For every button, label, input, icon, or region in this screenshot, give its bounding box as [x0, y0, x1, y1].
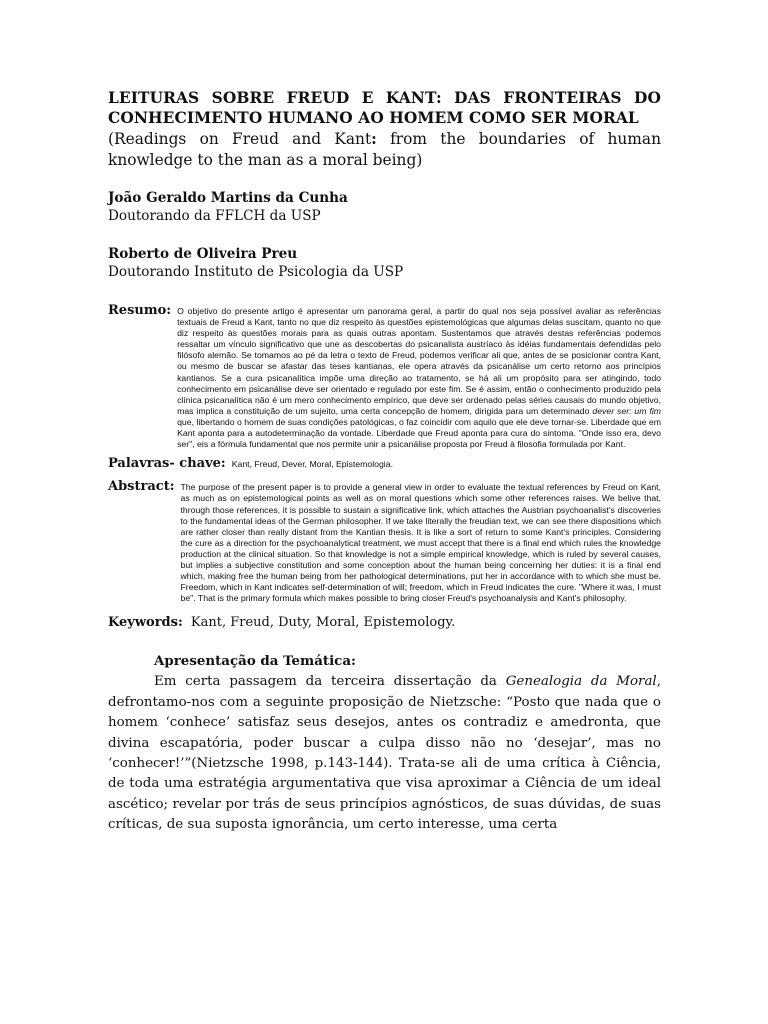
abstract-section: [108, 304, 661, 604]
body-paragraph: [108, 672, 661, 835]
title-en-colon: :: [371, 130, 377, 148]
abstract-block: [108, 480, 661, 604]
resumo-text-b: que, libertando o homem de suas condições patológicas, o faz coincidir com aquilo que ele deve tornar-se. Liberdade que em Kant aponta para a autodeterminação da vontade. Liberdade que Freud aponta para cura do sintoma. "Onde isso era, devo ser", eis a fórmula fundamental que nos permite unir a psicanálise proposta por Freud à filosofia formulada por Kant.: [177, 416, 661, 450]
abstract-label: Abstract:: [108, 479, 175, 495]
paper-page: [108, 88, 661, 849]
author-1: [108, 189, 661, 226]
author-name: João Geraldo Martins da Cunha: [108, 190, 348, 206]
palavras-chave-block: [108, 458, 661, 470]
title-en-prefix: (Readings on Freud and Kant: [108, 130, 372, 148]
author-affiliation: Doutorando da FFLCH da USP: [108, 208, 321, 224]
paper-title-portuguese: [108, 88, 661, 128]
resumo-label: Resumo:: [108, 303, 172, 318]
resumo-block: [108, 304, 661, 450]
palavras-chave-label: Palavras- chave:: [108, 456, 226, 472]
author-name: Roberto de Oliveira Preu: [108, 246, 298, 262]
keywords-text: Kant, Freud, Duty, Moral, Epistemology.: [190, 615, 456, 631]
resumo-text-emphasis: dever ser: um fim: [592, 405, 661, 416]
section-heading: Apresentação da Temática:: [154, 653, 356, 670]
title-en-rest: from the boundaries of human knowledge to the man as a moral being): [108, 130, 661, 169]
palavras-chave-text: Kant, Freud, Dever, Moral, Epistemologia.: [231, 459, 393, 470]
title-line-1: LEITURAS SOBRE FREUD E KANT: DAS FRONTEIRAS DO: [108, 89, 661, 107]
book-title-emphasis: Genealogia da Moral: [505, 674, 657, 690]
author-affiliation: Doutorando Instituto de Psicologia da USP: [108, 264, 404, 280]
title-line-2: CONHECIMENTO HUMANO AO HOMEM COMO SER MORAL: [108, 109, 639, 127]
abstract-text: The purpose of the present paper is to provide a general view in order to evaluate the textual references by Freud on Kant, as much as on epistemological points as well as on moral questions which some other references raises. We belive that, through those references, it is possible to sustain a significative link, which attaches the Austrian psychoanalist's discoveries to the fundamental ideas of the German philosopher. If we take literally the freudian text, we can see there dispositions which are rather closer than really distant from the Kantian thesis. It is like a sort of return to some Kant's principles. Considering the cure as a direction for the psychoanalytical treatment, we must accept that there is a final end which rules the knowledge production at the clinical situation. So that knowledge is not a simple empirical knowledge, which is ruled by several causes, but implies a subjective constitution and some conception about the human being concerning her duties: it is a final end which, making free the human being from her pathological determinations, put her in accordance with to which she must be. Freedom, which in Kant indicates self-determination of will; freedom, which in Freud indicates the cure. "Where it was, I must be". That is the primary formula which makes possible to bring closer Freud's psychoanalysis and Kant's philosophy.: [180, 482, 661, 604]
resumo-text: [177, 304, 661, 450]
keywords-label: Keywords:: [108, 615, 183, 631]
body-text-a: Em certa passagem da terceira dissertação da: [154, 674, 506, 690]
author-2: [108, 245, 661, 282]
resumo-text-a: O objetivo do presente artigo é apresentar um panorama geral, a partir do qual nos seja possível avaliar as referências textuais de Freud a Kant, tanto no que diz respeito às questões epistemológicas que algumas delas suscitam, quanto no que diz respeito às questões morais para as quais outras apontam. Sustentamos que através destas referências podemos ressaltar um vínculo significativo que une as descobertas do psicanalista austríaco às idéias fundamentais defendidas pelo filósofo alemão. Se tomamos ao pé da letra o texto de Freud, podemos verificar ali que, antes de se posicionar contra Kant, ou mesmo de buscar se afastar das teses kantianas, ele opera através da psicanálise um certo retorno aos princípios kantianos. Se a cura psicanalítica impõe uma direção ao tratamento, se há ali um propósito para ser atingindo, todo conhecimento em psicanálise deve ser orientado e regulado por este fim. Se é assim, então o conhecimento produzido pela clínica psicanalítica não é um mero conhecimento empírico, que deve ser ordenado pelas séries causais do mundo objetivo, mas implica a constituição de um sujeito, uma certa concepção de homem, dirigida para um determinado: [177, 306, 661, 416]
paper-title-english: [108, 129, 661, 171]
body-text-b: , defrontamo-nos com a seguinte proposição de Nietzsche: “Posto que nada que o homem ‘conhece’ satisfaz seus desejos, antes os contradiz e amedronta, que divina escapatória, poder buscar a culpa disso não no ‘desejar’, mas no ‘conhecer!’”(Nietzsche 1998, p.143-144). Trata-se ali de uma crítica à Ciência, de toda uma estratégia argumentativa que visa aproximar a Ciência de um ideal ascético; revelar por trás de seus princípios agnósticos, de suas dúvidas, de suas críticas, de sua suposta ignorância, um certo interesse, uma certa: [108, 674, 661, 833]
keywords-block: [108, 615, 661, 630]
